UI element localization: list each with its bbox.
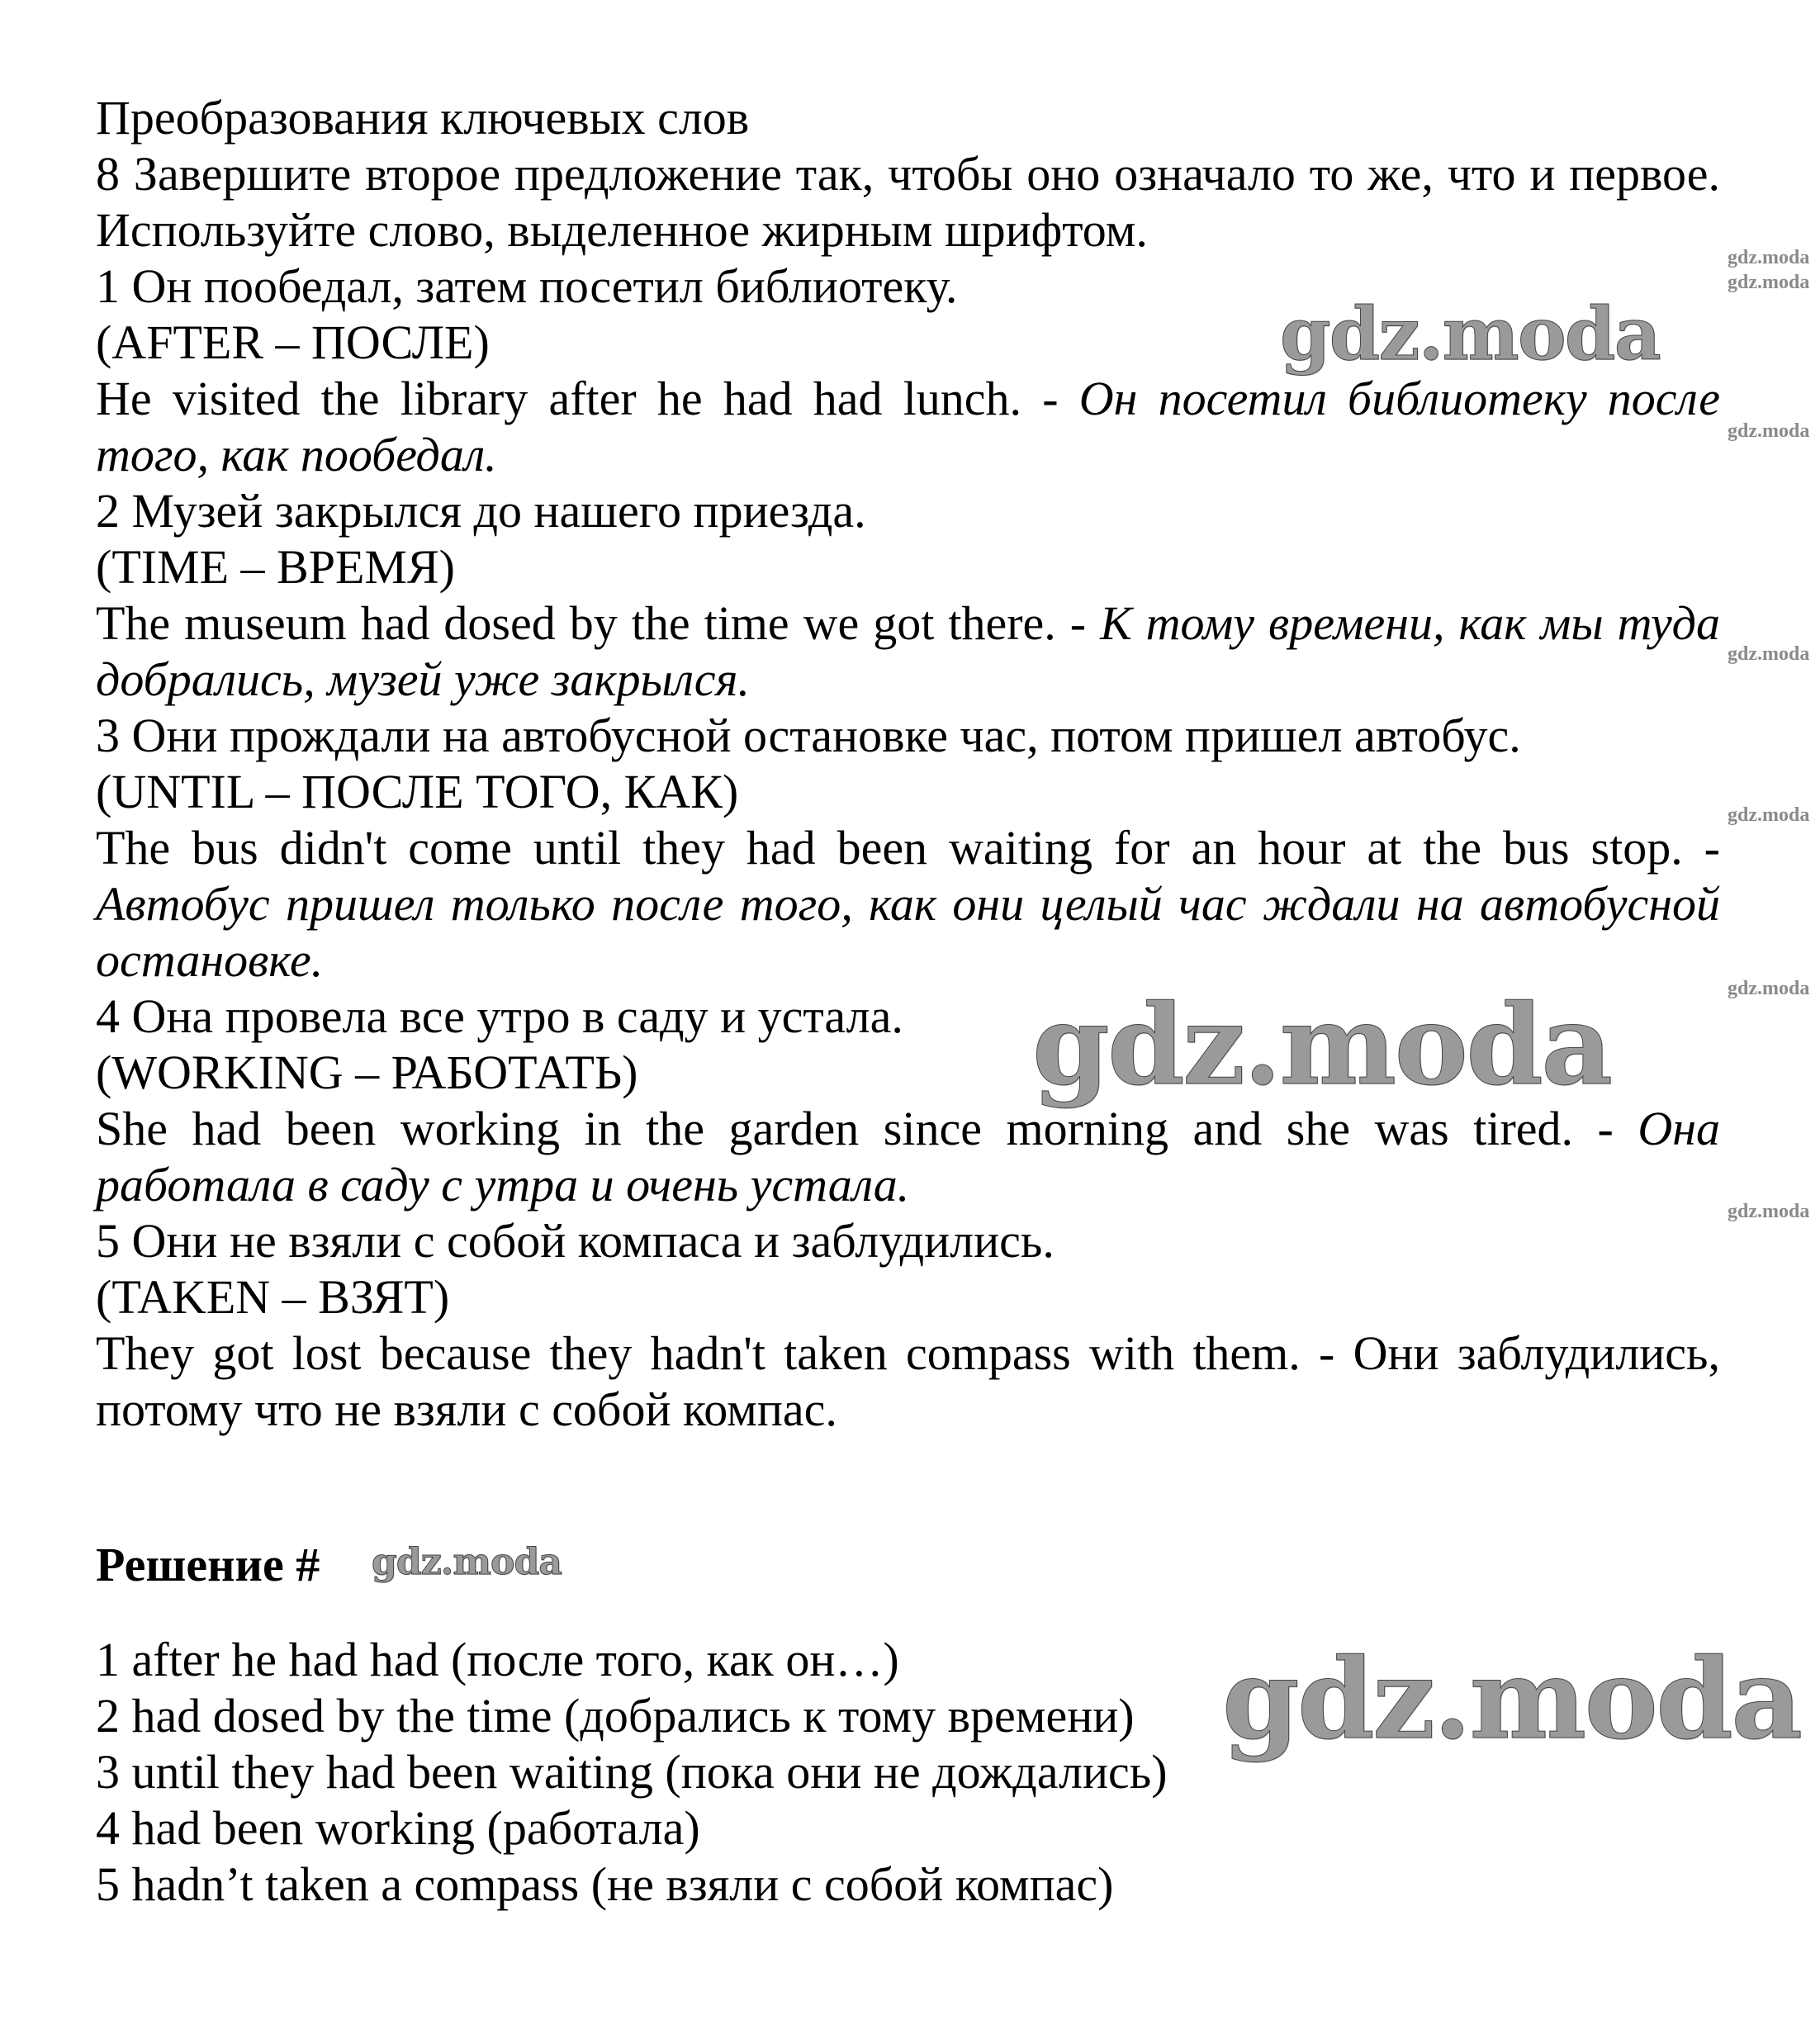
task-prompt: 5 Они не взяли с собой компаса и заблудились. <box>96 1214 1055 1268</box>
watermark-small: gdz.moda <box>1728 804 1810 826</box>
task-prompt: 3 Они прождали на автобусной остановке час, потом пришел автобус. <box>96 709 1521 762</box>
task-prompt: 4 Она провела все утро в саду и устала. <box>96 989 903 1043</box>
task-key-word: (TIME – ВРЕМЯ) <box>96 540 455 594</box>
watermark-large: gdz.moda <box>1222 1634 1801 1764</box>
russian-translation: К тому времени, как мы туда добрались, музей уже закрылся. <box>96 596 1720 706</box>
watermark-medium: gdz.moda <box>372 1541 562 1583</box>
solution-title: Решение # <box>96 1538 320 1591</box>
task-key-word: (UNTIL – ПОСЛЕ ТОГО, КАК) <box>96 765 739 818</box>
task-answer <box>96 371 1720 483</box>
english-sentence: He visited the library after he had had lunch. - <box>96 372 1079 425</box>
watermark-small: gdz.moda <box>1728 978 1810 999</box>
russian-translation: Автобус пришел только после того, как они целый час ждали на автобусной остановке. <box>96 877 1720 987</box>
task-key-word: (AFTER – ПОСЛЕ) <box>96 315 490 369</box>
english-sentence: The museum had dosed by the time we got there. - <box>96 596 1101 650</box>
task-key-word: (WORKING – РАБОТАТЬ) <box>96 1046 638 1099</box>
task-answer <box>96 595 1720 708</box>
answer-item: 1 after he had had (после того, как он…) <box>96 1633 899 1686</box>
task-answer <box>96 820 1720 989</box>
task-prompt: 1 Он пообедал, затем посетил библиотеку. <box>96 259 958 313</box>
task-key-word: (TAKEN – ВЗЯТ) <box>96 1270 450 1324</box>
section-title: Преобразования ключевых слов <box>96 91 750 145</box>
answer-item: 4 had been working (работала) <box>96 1801 700 1855</box>
answer-item: 5 hadn’t taken a compass (не взяли с собой компас) <box>96 1857 1114 1911</box>
watermark-small: gdz.moda <box>1728 643 1810 665</box>
watermark-small: gdz.moda <box>1728 420 1810 442</box>
instruction: 8 Завершите второе предложение так, чтобы оно означало то же, что и первое. Используйте слово, выделенное жирным шрифтом. <box>96 147 1720 257</box>
task-prompt: 2 Музей закрылся до нашего приезда. <box>96 484 866 538</box>
russian-translation: Он посетил библиотеку после того, как пообедал. <box>96 372 1721 481</box>
answer-item: 2 had dosed by the time (добрались к тому времени) <box>96 1689 1135 1743</box>
task-5 <box>96 1213 1720 1438</box>
russian-translation: Она работала в саду с утра и очень устала. <box>96 1102 1720 1212</box>
task-2 <box>96 483 1720 708</box>
answer-item: 3 until they had been waiting (пока они не дождались) <box>96 1745 1168 1799</box>
watermark-small: gdz.moda <box>1728 272 1810 293</box>
watermark-large: gdz.moda <box>1280 291 1660 377</box>
task-3 <box>96 708 1720 989</box>
watermark-small: gdz.moda <box>1728 247 1810 268</box>
task-answer <box>96 1325 1720 1438</box>
watermark-small: gdz.moda <box>1728 1201 1810 1222</box>
russian-translation: Они заблудились, потому что не взяли с собой компас. <box>96 1326 1720 1436</box>
task-answer <box>96 1101 1720 1213</box>
english-sentence: She had been working in the garden since morning and she was tired. - <box>96 1102 1638 1155</box>
watermark-large: gdz.moda <box>1032 979 1611 1110</box>
english-sentence: The bus didn't come until they had been waiting for an hour at the bus stop. - <box>96 821 1720 875</box>
english-sentence: They got lost because they hadn't taken compass with them. - <box>96 1326 1353 1380</box>
